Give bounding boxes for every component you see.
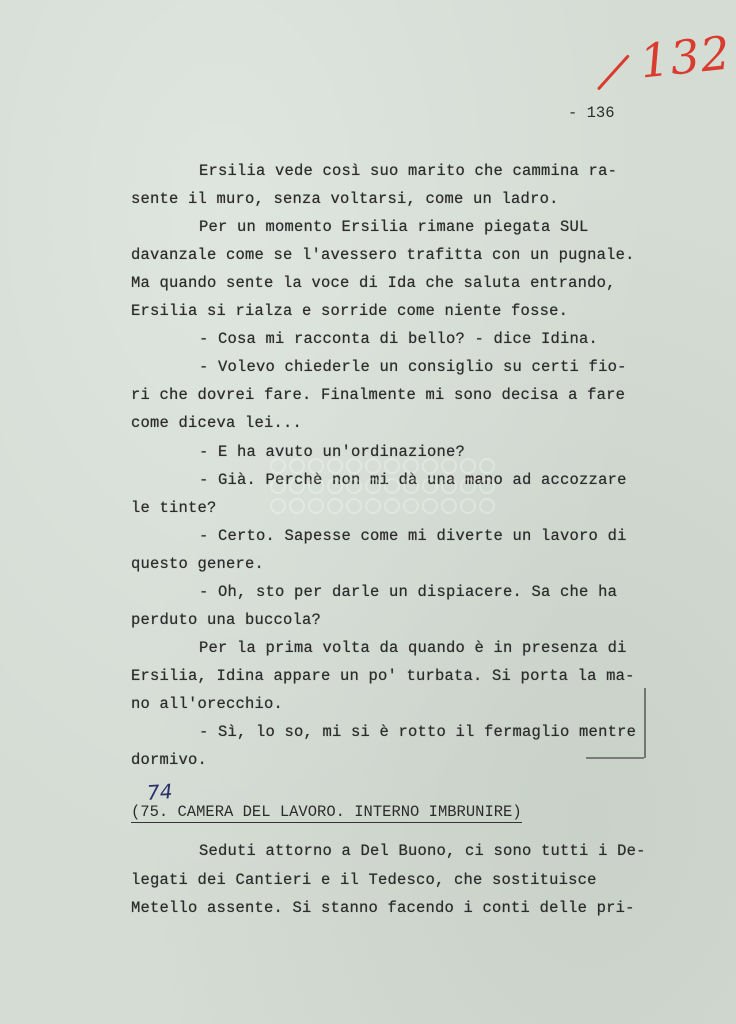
stamp-dot bbox=[460, 498, 476, 514]
red-strike-mark bbox=[597, 54, 630, 90]
text-line: - Cosa mi racconta di bello? - dice Idina. bbox=[199, 330, 599, 349]
stamp-dot bbox=[422, 498, 438, 514]
text-line: Metello assente. Si stanno facendo i conti delle pri- bbox=[131, 899, 635, 917]
stamp-dot bbox=[384, 498, 400, 514]
text-line: - Sì, lo so, mi si è rotto il fermaglio mentre bbox=[199, 723, 637, 741]
stamp-dot bbox=[327, 498, 343, 514]
stamp-row bbox=[270, 498, 530, 514]
stamp-dot bbox=[441, 498, 457, 514]
stamp-dot bbox=[403, 498, 419, 514]
text-line: dormivo. bbox=[131, 751, 208, 770]
text-line: ri che dovrei fare. Finalmente mi sono decisa a fare bbox=[131, 386, 626, 405]
text-line: questo genere. bbox=[131, 554, 265, 573]
handwritten-scene-correction: 74 bbox=[146, 779, 174, 805]
stamp-dot bbox=[270, 498, 286, 514]
text-line: sente il muro, senza voltarsi, come un ladro. bbox=[131, 190, 559, 209]
text-line: no all'orecchio. bbox=[131, 694, 284, 713]
text-line: - Volevo chiederle un consiglio su certi fio- bbox=[199, 358, 627, 377]
text-line: Seduti attorno a Del Buono, ci sono tutti i De- bbox=[199, 842, 646, 860]
text-line: Ersilia vede così suo marito che cammina ra- bbox=[199, 162, 618, 180]
stamp-dot bbox=[289, 498, 305, 514]
text-line: Ma quando sente la voce di Ida che saluta entrando, bbox=[131, 274, 616, 293]
text-line: Per un momento Ersilia rimane piegata SUL bbox=[199, 218, 589, 237]
text-line: Ersilia si rialza e sorride come niente fosse. bbox=[131, 302, 569, 321]
stamp-dot bbox=[346, 498, 362, 514]
text-line: Per la prima volta da quando è in presenza di bbox=[199, 638, 627, 657]
text-line: - Oh, sto per darle un dispiacere. Sa che ha bbox=[199, 582, 618, 601]
text-line: come diceva lei... bbox=[131, 414, 303, 433]
margin-bracket-mark bbox=[644, 688, 646, 758]
typed-page-number: - 136 bbox=[568, 104, 615, 122]
handwritten-page-number: 132 bbox=[637, 25, 734, 89]
stamp-dot bbox=[365, 498, 381, 514]
text-line: - Certo. Sapesse come mi diverte un lavoro di bbox=[199, 526, 627, 545]
scene-heading: (75. CAMERA DEL LAVORO. INTERNO IMBRUNIRE) bbox=[131, 803, 522, 821]
stamp-dot bbox=[479, 498, 495, 514]
margin-bracket-foot bbox=[586, 757, 644, 759]
stamp-dot bbox=[308, 498, 324, 514]
text-line: legati dei Cantieri e il Tedesco, che sostituisce bbox=[131, 870, 597, 889]
text-line: - E ha avuto un'ordinazione? bbox=[199, 442, 466, 461]
text-line: perduto una buccola? bbox=[131, 610, 322, 629]
text-line: - Già. Perchè non mi dà una mano ad accozzare bbox=[199, 470, 627, 489]
text-line: le tinte? bbox=[131, 498, 217, 517]
text-line: Ersilia, Idina appare un po' turbata. Si porta la ma- bbox=[131, 666, 635, 685]
text-line: davanzale come se l'avessero trafitta con un pugnale. bbox=[131, 246, 635, 265]
